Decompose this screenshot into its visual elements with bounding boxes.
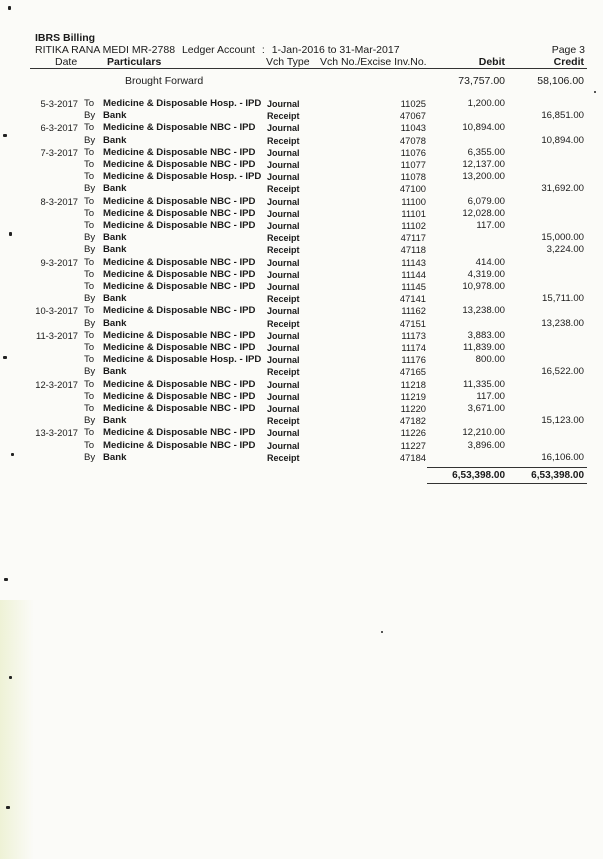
- entry-date: 5-3-2017: [40, 98, 78, 109]
- ledger-row: [0, 220, 603, 232]
- entry-vch-type: Receipt: [267, 135, 300, 146]
- ledger-row: [0, 281, 603, 293]
- entry-particulars: Medicine & Disposable NBC - IPD: [103, 427, 256, 439]
- entry-to-by: To: [84, 329, 95, 341]
- entry-to-by: By: [84, 451, 96, 463]
- total-rule-bottom: [427, 483, 587, 484]
- ledger-row: [0, 366, 603, 378]
- entry-vch-no: 11076: [400, 146, 426, 158]
- label-separator: :: [261, 44, 265, 56]
- entry-particulars: Bank: [103, 366, 127, 378]
- entry-to-by: To: [84, 439, 95, 451]
- entry-particulars: Medicine & Disposable NBC - IPD: [103, 268, 256, 280]
- ledger-row: [0, 305, 603, 317]
- entry-date: 13-3-2017: [35, 427, 78, 439]
- account-name: RITIKA RANA MEDI MR-2788: [35, 44, 176, 56]
- entry-debit: 117.00: [476, 220, 505, 231]
- entry-to-by: To: [84, 256, 95, 268]
- entry-debit: 13,238.00: [462, 305, 505, 317]
- scan-speck: [6, 806, 10, 809]
- entry-vch-no: 11043: [400, 122, 426, 134]
- entry-debit: 13,200.00: [462, 171, 505, 183]
- entry-particulars: Bank: [103, 415, 127, 427]
- entry-vch-type: Journal: [267, 282, 300, 292]
- entry-vch-no: 11025: [400, 98, 426, 109]
- entry-particulars: Bank: [103, 317, 127, 329]
- entry-vch-no: 11176: [401, 354, 426, 366]
- entry-vch-no: 11220: [400, 403, 426, 414]
- entry-to-by: To: [84, 342, 95, 353]
- ledger-row: [0, 391, 603, 403]
- entry-credit: 16,851.00: [541, 110, 584, 122]
- ledger-row: [0, 330, 603, 342]
- ledger-row: [0, 318, 603, 330]
- entry-date: 6-3-2017: [40, 122, 78, 134]
- entry-to-by: By: [84, 183, 96, 195]
- entry-particulars: Bank: [103, 244, 127, 256]
- entry-to-by: To: [84, 195, 95, 207]
- total-debit: 6,53,398.00: [452, 470, 505, 481]
- entry-vch-type: Journal: [267, 404, 300, 414]
- entry-to-by: By: [84, 415, 96, 427]
- entry-credit: 31,692.00: [541, 183, 584, 195]
- entry-vch-type: Journal: [267, 257, 300, 268]
- entry-debit: 1,200.00: [467, 98, 505, 109]
- entry-particulars: Medicine & Disposable NBC - IPD: [103, 390, 256, 402]
- entry-particulars: Bank: [103, 110, 127, 122]
- entry-vch-no: 11226: [400, 427, 426, 439]
- ledger-row: [0, 122, 603, 134]
- entry-vch-no: 11227: [400, 439, 426, 451]
- entry-to-by: To: [84, 427, 95, 439]
- ledger-row: [0, 147, 603, 159]
- entry-vch-type: Journal: [267, 391, 300, 402]
- ledger-row: [0, 440, 603, 452]
- entry-vch-type: Receipt: [267, 245, 300, 256]
- entry-to-by: To: [84, 159, 95, 170]
- entry-particulars: Medicine & Disposable NBC - IPD: [103, 159, 256, 170]
- entry-date: 9-3-2017: [40, 256, 78, 268]
- entry-vch-no: 47118: [400, 244, 426, 256]
- entry-vch-type: Journal: [267, 440, 300, 451]
- ledger-row: [0, 183, 603, 195]
- entry-vch-no: 11145: [401, 281, 426, 292]
- ledger-row: [0, 98, 603, 110]
- ledger-row: [0, 415, 603, 427]
- ledger-row: [0, 354, 603, 366]
- scan-stain: [0, 600, 34, 859]
- total-rule-top: [427, 467, 587, 468]
- entry-vch-no: 47141: [399, 293, 426, 305]
- ledger-row: [0, 403, 603, 415]
- entry-vch-type: Journal: [267, 208, 300, 219]
- col-header-debit: Debit: [478, 56, 505, 68]
- entry-vch-type: Receipt: [267, 294, 300, 305]
- scan-speck: [8, 6, 11, 10]
- entry-vch-no: 11101: [401, 207, 426, 219]
- entry-to-by: To: [84, 378, 95, 390]
- entry-vch-type: Journal: [267, 123, 300, 134]
- entry-particulars: Medicine & Disposable NBC - IPD: [103, 378, 256, 390]
- entry-date: 10-3-2017: [35, 305, 78, 317]
- scan-speck: [9, 676, 12, 679]
- entry-debit: 11,839.00: [463, 342, 505, 353]
- entry-particulars: Bank: [103, 183, 127, 195]
- ledger-row: [0, 293, 603, 305]
- entry-vch-no: 47100: [399, 183, 426, 195]
- entry-particulars: Bank: [103, 134, 127, 146]
- ledger-row: [0, 171, 603, 183]
- entry-to-by: By: [84, 232, 96, 244]
- entry-debit: 6,079.00: [467, 195, 505, 207]
- brought-forward-label: Brought Forward: [125, 75, 204, 87]
- entry-credit: 15,000.00: [541, 232, 584, 244]
- entry-vch-no: 11143: [401, 256, 426, 268]
- entry-date: 11-3-2017: [35, 329, 78, 341]
- entry-vch-type: Journal: [267, 269, 300, 280]
- entry-to-by: By: [84, 134, 96, 146]
- entry-particulars: Bank: [103, 293, 127, 305]
- entry-to-by: To: [84, 220, 95, 231]
- entry-debit: 12,137.00: [462, 159, 505, 170]
- entry-vch-no: 47117: [400, 232, 426, 244]
- ledger-subtitle: [35, 44, 404, 56]
- ledger-row: [0, 379, 603, 391]
- entry-vch-type: Journal: [267, 99, 300, 109]
- entry-vch-no: 11102: [401, 220, 426, 231]
- entry-vch-type: Receipt: [267, 111, 300, 122]
- entry-to-by: To: [84, 390, 95, 402]
- ledger-row: [0, 342, 603, 354]
- entry-vch-no: 11219: [400, 390, 426, 402]
- entry-particulars: Medicine & Disposable NBC - IPD: [103, 342, 256, 353]
- entry-particulars: Medicine & Disposable NBC - IPD: [103, 439, 256, 451]
- entry-vch-no: 47182: [399, 415, 426, 427]
- entry-debit: 414.00: [475, 256, 505, 268]
- entry-vch-type: Journal: [267, 343, 300, 353]
- entry-debit: 800.00: [475, 354, 505, 366]
- entry-vch-type: Journal: [267, 196, 300, 207]
- entry-particulars: Medicine & Disposable NBC - IPD: [103, 207, 256, 219]
- entry-credit: 16,106.00: [541, 451, 584, 463]
- ledger-period: 1-Jan-2016 to 31-Mar-2017: [271, 44, 400, 56]
- col-header-credit: Credit: [553, 56, 584, 68]
- ledger-row: [0, 159, 603, 171]
- ledger-row: [0, 269, 603, 281]
- entry-date: 12-3-2017: [35, 378, 78, 390]
- entry-particulars: Medicine & Disposable Hosp. - IPD: [103, 171, 262, 183]
- entry-vch-no: 11162: [401, 305, 426, 317]
- entry-vch-type: Receipt: [267, 318, 300, 329]
- entry-debit: 6,355.00: [467, 146, 505, 158]
- entry-to-by: To: [84, 146, 95, 158]
- entry-debit: 10,894.00: [462, 122, 505, 134]
- entry-credit: 15,123.00: [541, 415, 584, 427]
- entry-debit: 3,883.00: [467, 329, 505, 341]
- brought-forward-debit: 73,757.00: [458, 75, 505, 87]
- entry-to-by: To: [84, 98, 95, 109]
- entry-particulars: Medicine & Disposable NBC - IPD: [103, 220, 256, 231]
- entry-to-by: To: [84, 268, 95, 280]
- entry-debit: 3,896.00: [467, 439, 505, 451]
- entry-vch-type: Receipt: [267, 452, 300, 463]
- entry-vch-no: 47165: [399, 366, 426, 378]
- scan-speck: [3, 356, 7, 359]
- scan-speck: [594, 91, 596, 93]
- entry-vch-type: Journal: [267, 330, 300, 341]
- ledger-row: [0, 452, 603, 464]
- entry-vch-type: Journal: [267, 172, 300, 183]
- entry-to-by: To: [84, 207, 95, 219]
- entry-particulars: Bank: [103, 451, 127, 463]
- brought-forward-credit: 58,106.00: [537, 75, 584, 87]
- header-rule: [30, 68, 587, 69]
- entry-vch-type: Receipt: [267, 416, 300, 427]
- entry-debit: 4,319.00: [467, 268, 505, 280]
- page-number: Page 3: [551, 44, 585, 56]
- entry-vch-no: 47067: [399, 110, 426, 122]
- entry-vch-type: Journal: [267, 428, 300, 439]
- col-header-particulars: Particulars: [107, 56, 162, 68]
- entry-vch-type: Journal: [267, 355, 300, 366]
- entry-vch-no: 47078: [399, 134, 426, 146]
- ledger-row: [0, 110, 603, 122]
- total-credit: 6,53,398.00: [531, 470, 584, 481]
- entry-particulars: Medicine & Disposable NBC - IPD: [103, 195, 256, 207]
- entry-particulars: Medicine & Disposable Hosp. - IPD: [103, 98, 262, 109]
- entry-to-by: To: [84, 403, 95, 414]
- entry-credit: 16,522.00: [541, 366, 584, 378]
- entry-vch-no: 11078: [400, 171, 426, 183]
- entry-to-by: To: [84, 354, 95, 366]
- entry-vch-no: 11100: [401, 195, 426, 207]
- entry-debit: 3,671.00: [467, 403, 505, 414]
- entry-vch-no: 11173: [401, 329, 426, 341]
- entry-vch-type: Receipt: [267, 233, 300, 244]
- entry-vch-no: 11144: [401, 268, 426, 280]
- col-header-date: Date: [55, 56, 78, 68]
- entry-vch-type: Journal: [267, 147, 300, 158]
- entry-to-by: By: [84, 317, 96, 329]
- entry-debit: 11,335.00: [463, 378, 505, 390]
- entry-to-by: To: [84, 122, 95, 134]
- entry-to-by: By: [84, 366, 96, 378]
- entry-date: 7-3-2017: [40, 146, 78, 158]
- ledger-row: [0, 244, 603, 256]
- entry-particulars: Medicine & Disposable NBC - IPD: [103, 256, 256, 268]
- entry-vch-type: Receipt: [267, 367, 300, 378]
- entry-to-by: By: [84, 110, 96, 122]
- entry-debit: 117.00: [476, 390, 505, 402]
- entry-credit: 15,711.00: [542, 293, 584, 305]
- entry-particulars: Medicine & Disposable NBC - IPD: [103, 305, 256, 317]
- entry-credit: 10,894.00: [541, 134, 584, 146]
- entry-vch-type: Receipt: [267, 184, 300, 195]
- col-header-vch-type: Vch Type: [266, 56, 310, 68]
- entry-vch-no: 11174: [401, 342, 426, 353]
- company-name: IBRS Billing: [35, 32, 96, 44]
- scan-speck: [3, 134, 7, 137]
- ledger-row: [0, 232, 603, 244]
- entry-particulars: Medicine & Disposable Hosp. - IPD: [103, 354, 262, 366]
- entry-vch-type: Journal: [267, 379, 300, 390]
- ledger-row: [0, 208, 603, 220]
- entry-to-by: To: [84, 171, 95, 183]
- entry-vch-no: 47184: [399, 451, 426, 463]
- ledger-row: [0, 257, 603, 269]
- scan-speck: [4, 578, 8, 581]
- entry-particulars: Bank: [103, 232, 127, 244]
- entry-credit: 13,238.00: [541, 317, 584, 329]
- entry-particulars: Medicine & Disposable NBC - IPD: [103, 403, 256, 414]
- entry-to-by: To: [84, 281, 95, 292]
- entry-debit: 12,210.00: [462, 427, 505, 439]
- entry-date: 8-3-2017: [40, 195, 78, 207]
- ledger-row: [0, 196, 603, 208]
- entry-particulars: Medicine & Disposable NBC - IPD: [103, 146, 256, 158]
- entry-particulars: Medicine & Disposable NBC - IPD: [103, 281, 256, 292]
- entry-vch-type: Journal: [267, 221, 300, 231]
- ledger-label: Ledger Account: [181, 44, 255, 56]
- entry-credit: 3,224.00: [546, 244, 584, 256]
- entry-vch-type: Journal: [267, 160, 300, 170]
- entry-particulars: Medicine & Disposable NBC - IPD: [103, 122, 256, 134]
- col-header-vch-no: Vch No./Excise Inv.No.: [320, 56, 427, 68]
- scan-speck: [9, 232, 12, 236]
- entry-debit: 10,978.00: [462, 281, 505, 292]
- entry-to-by: By: [84, 244, 96, 256]
- entry-particulars: Medicine & Disposable NBC - IPD: [103, 329, 256, 341]
- entry-vch-type: Journal: [267, 306, 300, 317]
- scan-speck: [11, 453, 14, 456]
- entry-vch-no: 47151: [399, 317, 426, 329]
- ledger-row: [0, 427, 603, 439]
- entry-to-by: To: [84, 305, 95, 317]
- entry-to-by: By: [84, 293, 96, 305]
- entry-vch-no: 11077: [400, 159, 426, 170]
- entry-vch-no: 11218: [400, 378, 426, 390]
- scan-speck: [381, 631, 383, 633]
- entry-debit: 12,028.00: [462, 207, 505, 219]
- ledger-row: [0, 135, 603, 147]
